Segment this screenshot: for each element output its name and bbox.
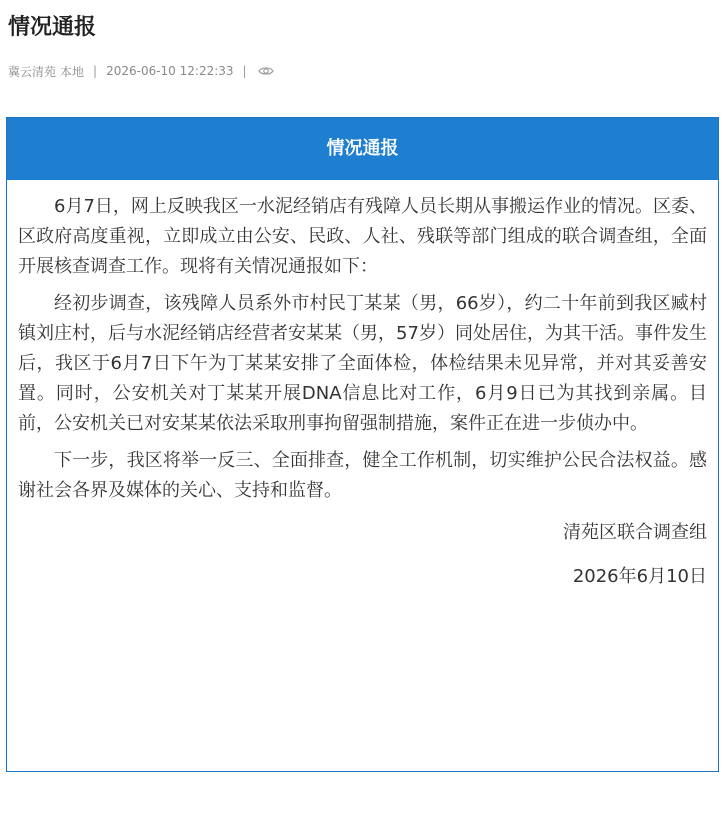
notice-paragraph: 下一步，我区将举一反三、全面排查，健全工作机制，切实维护公民合法权益。感谢社会各界及媒体的关心、支持和监督。 bbox=[18, 450, 707, 501]
notice-body bbox=[7, 180, 718, 592]
publish-datetime: 2026-06-10 12:22:33 bbox=[106, 64, 234, 78]
eye-icon bbox=[258, 65, 274, 77]
notice-paragraph: 6月7日，网上反映我区一水泥经销店有残障人员长期从事搬运作业的情况。区委、区政府高度重视，立即成立由公安、民政、人社、残联等部门组成的联合调查组，全面开展核查调查工作。现将有关情况通报如下： bbox=[18, 196, 707, 277]
region-label: 本地 bbox=[60, 64, 85, 79]
signature-org: 清苑区联合调查组 bbox=[563, 522, 707, 543]
notice-paragraph: 经初步调查，该残障人员系外市村民丁某某（男，66岁），约二十年前到我区臧村镇刘庄村，后与水泥经销店经营者安某某（男，57岁）同处居住，为其干活。事件发生后，我区于6月7日下午为丁某某安排了全面体检，体检结果未见异常，并对其妥善安置。同时，公安机关对丁某某开展DNA信息比对工作，6月9日已为其找到亲属。目前，公安机关已对安某某依法采取刑事拘留强制措施，案件正在进一步侦办中。 bbox=[18, 293, 707, 434]
signature-block bbox=[18, 518, 707, 592]
article-meta bbox=[8, 62, 274, 80]
notice-header: 情况通报 bbox=[7, 118, 718, 180]
meta-divider: | bbox=[93, 64, 98, 78]
signature-date: 2026年6月10日 bbox=[572, 566, 707, 587]
page-title: 情况通报 bbox=[8, 15, 97, 40]
source-name[interactable]: 冀云清苑 bbox=[8, 64, 57, 79]
notice-box bbox=[6, 117, 719, 772]
meta-divider: | bbox=[242, 64, 247, 78]
